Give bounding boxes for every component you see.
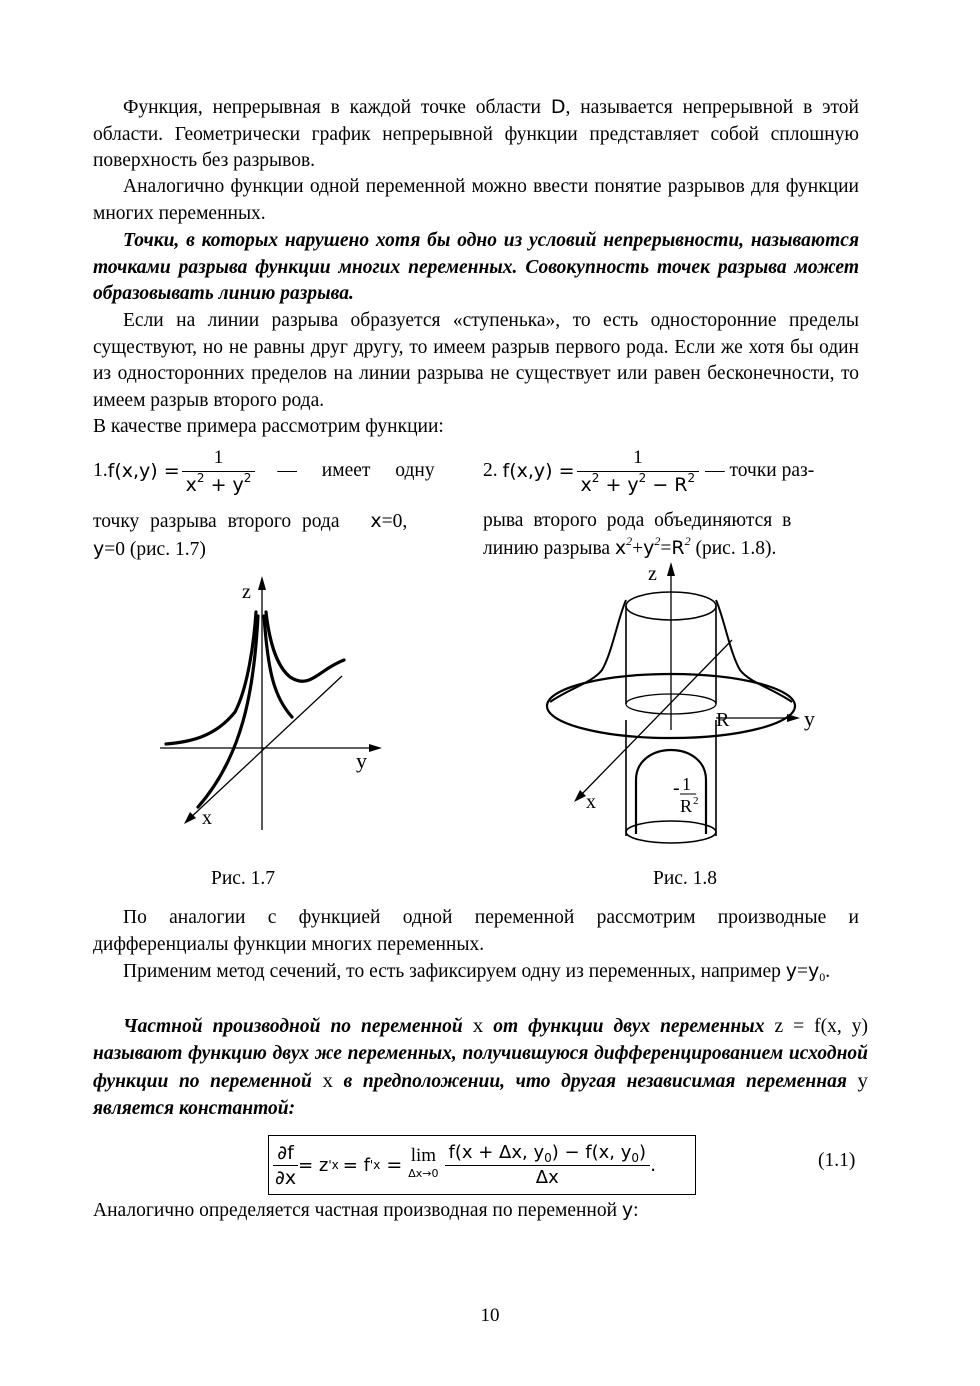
- partial-fraction: $\frac{\partial f}{\partial x}$: [275, 1141, 297, 1189]
- paragraph-derivatives-intro: По аналогии с функцией одной переменной рассмотрим производные и дифференциалы функции многих переменных.: [93, 907, 859, 955]
- example-2-line-3: линию разрыва $x^2+y^2=R^2$ (рис. 1.8).: [483, 533, 777, 559]
- example-1-fraction: [182, 444, 256, 498]
- bell-left: [550, 600, 626, 702]
- math-y0: y: [807, 960, 820, 982]
- example-1-description: — имеет одну: [277, 459, 435, 481]
- label-R2: R: [680, 796, 693, 816]
- label-z: z: [242, 581, 251, 603]
- example-2-formula-line: [483, 440, 859, 502]
- figure-1-7: [150, 572, 410, 832]
- paragraph-analogous-discontinuity: Аналогично функции одной переменной можно ввести понятие разрывов для функции многих переменных.: [93, 176, 859, 224]
- math-y: y: [785, 960, 797, 982]
- paragraph-partial-derivative-definition: Частной производной по переменной x от функции двух переменных z = f(x, y) называют функцию двух же переменных, получившуюся дифференцированием исходной функции по переменной x в предположении, что другая независимая переменная y является константой:: [93, 1013, 868, 1119]
- caption-figure-1-7: Рис. 1.7: [211, 868, 276, 889]
- bell-right: [716, 600, 792, 702]
- label-y: y: [356, 748, 367, 773]
- label-y: y: [804, 706, 815, 731]
- bottom-ellipse: [626, 821, 716, 843]
- example-2-line-2: рыва второго рода объединяются в: [483, 510, 792, 531]
- surface-curve-front: [198, 616, 258, 807]
- axis-z-arrow: [667, 562, 675, 576]
- axis-z-arrow: [258, 576, 266, 590]
- math-x: x: [370, 510, 382, 532]
- label-one: 1: [682, 774, 691, 794]
- label-x: x: [202, 807, 212, 829]
- label-x: x: [586, 791, 596, 813]
- axis-y-arrow: [369, 744, 382, 752]
- math-y: y: [93, 537, 105, 560]
- example-2-description: — точки раз-: [705, 459, 815, 481]
- label-two: 2: [693, 795, 699, 807]
- math-y: y: [621, 1199, 634, 1221]
- example-1-line-3: y=0 (рис. 1.7): [93, 537, 206, 560]
- fraction-numerator: 1: [577, 444, 700, 472]
- fraction-numerator: 1: [182, 444, 256, 472]
- label-z: z: [648, 563, 657, 585]
- example-2: [483, 440, 859, 562]
- text: , называется непрерывной в этой области. Геометрически график непрерывной функции представляет собой сплошную поверхность без разрывов.: [93, 97, 859, 171]
- axis-y-arrow: [787, 714, 800, 722]
- math-D: D: [550, 96, 566, 118]
- paragraph-definition-discontinuity-points: Точки, в которых нарушено хотя бы одно из условий непрерывности, называются точками разрыва функции многих переменных. Совокупность точек разрыва может образовывать линию разрыва.: [93, 230, 859, 304]
- equation-number: (1.1): [818, 1150, 856, 1171]
- caption-figure-1-8: Рис. 1.8: [653, 868, 718, 889]
- figure-1-8: [540, 558, 850, 858]
- example-1-line-2: точку разрыва второго рода x=0,: [93, 510, 408, 532]
- limit: lim Δx→0: [408, 1145, 439, 1180]
- surface-curve-right: [266, 612, 344, 681]
- equation-1-1-box: [268, 1135, 696, 1195]
- text: Функция, непрерывная в каждой точке области: [123, 97, 551, 118]
- example-2-fraction: [577, 444, 700, 498]
- page-number: 10: [480, 1305, 500, 1326]
- difference-quotient: $\frac{f(x + \Delta x, y_0) - f(x, y_0)}{\Delta x}$: [445, 1141, 651, 1190]
- fraction-denominator: $x^2 + y^2 - R^2$: [580, 471, 696, 496]
- paragraph-partial-y: Аналогично определяется частная производная по переменной y:: [93, 1199, 639, 1221]
- paragraph-sections-method: Применим метод сечений, то есть зафиксируем одну из переменных, например $y=y_0$.: [123, 960, 831, 984]
- equation-1-1: $\frac{\partial f}{\partial x}$ = z ' x = f ' x = lim Δx→0 $\frac{f(x + \Delta x, y_0) - f(x, y_0)}{\Delta x}$ .: [275, 1141, 657, 1189]
- example-1: [93, 440, 465, 563]
- label-minus: -: [673, 777, 680, 799]
- paragraph-first-second-kind: Если на линии разрыва образуется «ступенька», то есть односторонние пределы существуют, но не равны друг другу, то имеем разрыв первого рода. Если же хотя бы один из односторонних пределов на линии разрыва не существует или равен бесконечности, то имеем разрыв второго рода.: [93, 310, 859, 411]
- label-R: R: [716, 709, 730, 731]
- example-2-fx: f(x,y) =: [502, 459, 575, 482]
- fraction-denominator: $x^2 + y^2$: [185, 471, 252, 496]
- axis-x: [580, 640, 732, 796]
- paragraph-continuous-function: [93, 94, 859, 175]
- example-1-fx: f(x,y) =: [107, 459, 180, 482]
- paragraph-example-intro: В качестве примера рассмотрим функции:: [93, 416, 444, 437]
- example-2-number: 2.: [483, 459, 498, 481]
- example-1-formula-line: [93, 440, 465, 502]
- example-1-number: 1.: [93, 459, 108, 481]
